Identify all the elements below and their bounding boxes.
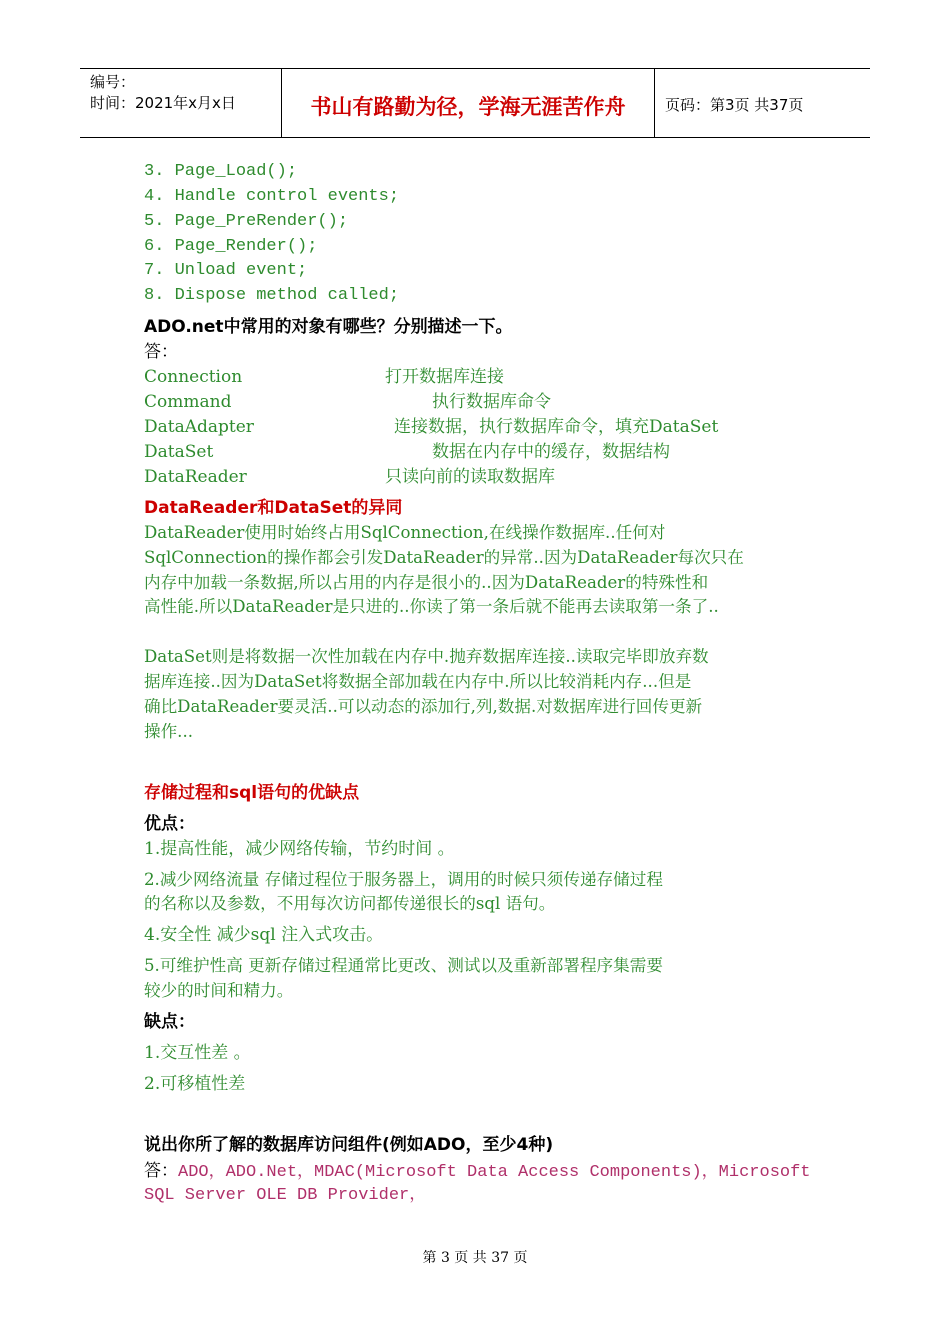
- compare-para2-line: DataSet则是将数据一次性加载在内存中.抛弃数据库连接..读取完毕即放弃数: [144, 647, 709, 666]
- lifecycle-step: 5. Page_PreRender();: [144, 212, 349, 231]
- lifecycle-step: 3. Page_Load();: [144, 162, 298, 181]
- pros-item: 4.安全性 减少sql 注入式攻击。: [144, 925, 384, 945]
- compare-para1-line: 内存中加载一条数据,所以占用的内存是很小的..因为DataReader的特殊性和: [144, 573, 709, 592]
- header-center-cell: [282, 69, 655, 137]
- header-left-cell: [80, 69, 282, 137]
- cons-item: 2.可移植性差: [144, 1074, 246, 1094]
- number-label: 编号：: [90, 73, 136, 91]
- pros-item: 2.减少网络流量 存储过程位于服务器上，调用的时候只须传递存储过程: [144, 870, 663, 889]
- lifecycle-step: 8. Dispose method called;: [144, 286, 400, 305]
- compare-para2-line: 据库连接..因为DataSet将数据全部加载在内存中.所以比较消耗内存...但是: [144, 672, 692, 691]
- time-label: 时间：2021年x月x日: [90, 94, 236, 112]
- pros-item: 1.提高性能，减少网络传输，节约时间 。: [144, 839, 455, 859]
- pros-item: 较少的时间和精力。: [144, 981, 294, 1000]
- compare-title: DataReader和DataSet的异同: [144, 498, 403, 518]
- ado-object-name: DataSet: [144, 442, 214, 462]
- compare-para1-line: DataReader使用时始终占用SqlConnection,在线操作数据库..任何对: [144, 523, 666, 542]
- page-info: 页码：第3页 共37页: [665, 96, 804, 114]
- lifecycle-step: 6. Page_Render();: [144, 237, 318, 256]
- sp-title: 存储过程和sql语句的优缺点: [144, 783, 360, 803]
- pros-label: 优点：: [144, 814, 195, 834]
- compare-para2-line: 确比DataReader要灵活..可以动态的添加行,列,数据.对数据库进行回传更新: [144, 697, 703, 716]
- lifecycle-step: 4. Handle control events;: [144, 187, 400, 206]
- components-answer-label: 答：: [144, 1161, 178, 1181]
- header-motto: 书山有路勤为径，学海无涯苦作舟: [310, 95, 626, 119]
- ado-object-desc: 执行数据库命令: [432, 392, 551, 412]
- ado-object-desc: 数据在内存中的缓存，数据结构: [432, 442, 670, 462]
- page-footer: 第 3 页 共 37 页: [422, 1250, 528, 1266]
- ado-object-name: Connection: [144, 367, 243, 387]
- lifecycle-step: 7. Unload event;: [144, 261, 308, 280]
- page-header: [80, 68, 870, 138]
- pros-item: 的名称以及参数，不用每次访问都传递很长的sql 语句。: [144, 894, 556, 913]
- compare-para1-line: SqlConnection的操作都会引发DataReader的异常..因为DataReader每次只在: [144, 548, 744, 567]
- ado-object-name: DataAdapter: [144, 417, 254, 437]
- cons-item: 1.交互性差 。: [144, 1043, 251, 1063]
- pros-item: 5.可维护性高 更新存储过程通常比更改、测试以及重新部署程序集需要: [144, 956, 663, 975]
- ado-answer-label: 答：: [144, 342, 178, 362]
- compare-para2-line: 操作...: [144, 722, 194, 741]
- cons-label: 缺点：: [144, 1012, 195, 1032]
- ado-object-desc: 连接数据，执行数据库命令，填充DataSet: [394, 417, 719, 437]
- compare-para1-line: 高性能.所以DataReader是只进的..你读了第一条后就不能再去读取第一条了..: [144, 597, 719, 616]
- header-right-cell: [655, 69, 870, 137]
- ado-question: ADO.net中常用的对象有哪些？分别描述一下。: [144, 317, 513, 337]
- ado-object-name: DataReader: [144, 467, 247, 487]
- components-answer-text: ADO，ADO.Net，MDAC(Microsoft Data Access Components)，Microsoft: [178, 1163, 811, 1182]
- ado-object-desc: 打开数据库连接: [385, 367, 504, 387]
- components-answer-line2: SQL Server OLE DB Provider，: [144, 1186, 427, 1205]
- components-answer-line: [144, 1160, 811, 1184]
- components-question: 说出你所了解的数据库访问组件(例如ADO，至少4种): [144, 1135, 554, 1155]
- ado-object-name: Command: [144, 392, 232, 412]
- ado-object-desc: 只读向前的读取数据库: [385, 467, 555, 487]
